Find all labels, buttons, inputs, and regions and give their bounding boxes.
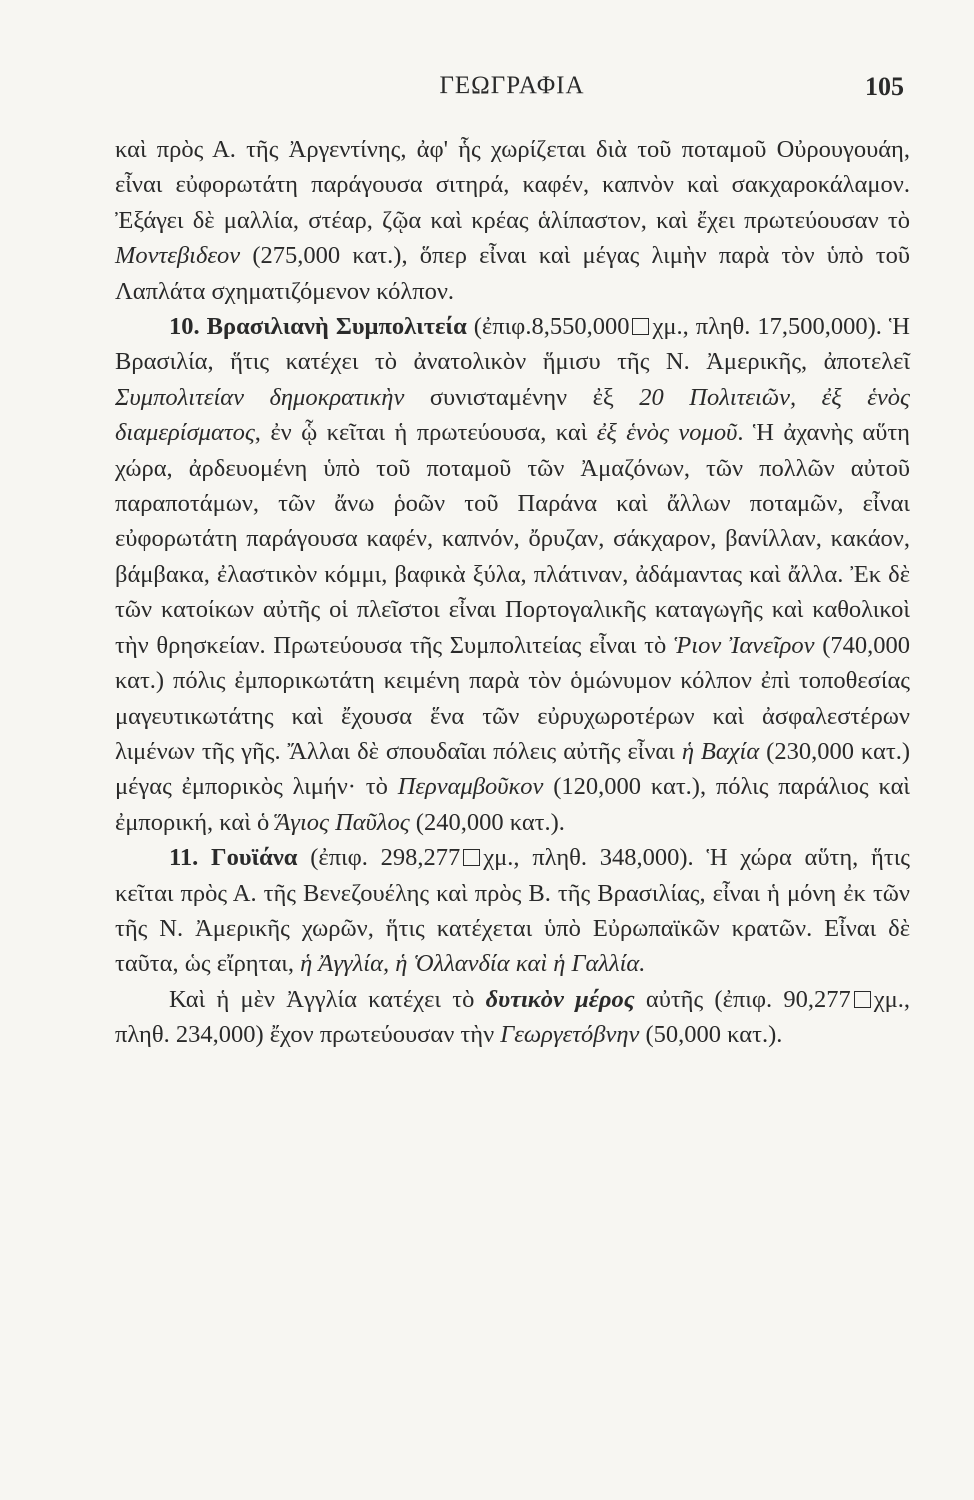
text-run: αὐτῆς (ἐπιφ. 90,277	[634, 985, 851, 1013]
square-symbol-icon	[854, 991, 871, 1008]
square-symbol-icon	[463, 849, 480, 866]
text-run: (ἐπιφ.8,550,000	[466, 313, 630, 341]
text-run: (ἐπιφ. 298,277	[297, 844, 461, 872]
text-run: Καὶ ἡ μὲν Ἀγγλία κατέχει τὸ	[169, 985, 486, 1013]
paragraph-uruguay	[115, 132, 910, 309]
italic-term: Συμπολιτείαν δημοκρατικὴν	[115, 383, 405, 411]
city-name: Μοντεβιδεον	[115, 242, 241, 270]
bold-italic-term: δυτικὸν μέρος	[485, 985, 635, 1013]
text-run: , ἐν ᾧ κεῖται ἡ πρωτεύουσα, καὶ	[254, 419, 597, 447]
text-run: (275,000 κατ.), ὅπερ εἶναι καὶ μέγας λιμὴν παρὰ τὸν ὑπὸ τοῦ Λαπλάτα σχηματιζόμενον κόλπον.	[115, 242, 910, 305]
text-run: . Ἡ ἀχανὴς αὕτη χώρα, ἀρδευομένη ὑπὸ τοῦ ποταμοῦ τῶν Ἀμαζόνων, τῶν πολλῶν αὐτοῦ παραποτάμων, τῶν ἄνω ῥοῶν τοῦ Παράνα καὶ ἄλλων ποταμῶν, εἶναι εὐφορωτάτη παράγουσα καφέν, καπνόν, ὄρυζαν, σάκχαρον, βανίλλαν, κακάον, βάμβακα, ἐλαστικὸν κόμμι, βαφικὰ ξύλα, πλάτιναν, ἀδάμαντας καὶ ἄλλα. Ἐκ δὲ τῶν κατοίκων αὐτῆς οἱ πλεῖστοι εἶναι Πορτογαλικῆς καταγωγῆς καὶ καθολικοὶ τὴν θρησκείαν. Πρωτεύουσα τῆς Συμπολιτείας εἶναι τὸ	[115, 419, 910, 659]
paragraph-brazil	[115, 309, 910, 840]
section-heading: 10. Βρασιλιανὴ Συμπολιτεία	[169, 313, 467, 341]
italic-term: 20 Πολιτειῶν, ἐξ ἑνὸς διαμερίσματος	[115, 383, 910, 447]
paragraph-guiana	[115, 840, 910, 982]
page-title: ΓΕΩΓΡΑΦΙΑ	[439, 72, 585, 99]
text-run: καὶ πρὸς Α. τῆς Ἀργεντίνης, ἀφ' ἧς χωρίζεται διὰ τοῦ ποταμοῦ Οὐρουγουάη, εἶναι εὐφορωτάτη παράγουσα σιτηρά, καφέν, καπνὸν καὶ σακχαροκάλαμον. Ἐξάγει δὲ μαλλία, στέαρ, ζῷα καὶ κρέας ἁλίπαστον, καὶ ἔχει πρωτεύουσαν τὸ	[115, 136, 910, 234]
city-name: Ῥιον Ἰανεῖρον	[673, 631, 815, 659]
running-head	[120, 72, 904, 112]
text-run: χμ., πληθ. 17,500,000). Ἡ Βρασιλία, ἥτις κατέχει τὸ ἀνατολικὸν ἥμισυ τῆς Ν. Ἀμερικῆς, ἀποτελεῖ	[115, 313, 910, 376]
text-run: χμ., πληθ. 348,000). Ἡ χώρα αὕτη, ἥτις κεῖται πρὸς Α. τῆς Βενεζουέλης καὶ πρὸς Β. τῆς Βρασιλίας, εἶναι ἡ μόνη ἐκ τῶν τῆς Ν. Ἀμερικῆς χωρῶν, ἥτις κατέχεται ὑπὸ Εὐρωπαϊκῶν κρατῶν. Εἶναι δὲ ταῦτα, ὡς εἴρηται,	[115, 844, 910, 978]
text-run: (230,000 κατ.) μέγας ἐμπορικὸς λιμήν· τὸ	[115, 737, 911, 801]
page-number: 105	[865, 72, 904, 101]
text-run: χμ., πληθ. 234,000) ἔχον πρωτεύουσαν τὴν	[115, 985, 910, 1049]
text-run: συνισταμένην ἐξ	[404, 383, 640, 411]
body-text	[115, 132, 910, 1053]
square-symbol-icon	[632, 318, 649, 335]
text-run: (740,000 κατ.) πόλις ἐμπορικωτάτη κειμένη παρὰ τὸν ὁμώνυμον κόλπον ἐπὶ τοποθεσίας μαγευτικωτάτης καὶ ἔχουσα ἕνα τῶν εὐρυχωροτέρων καὶ ἀσφαλεστέρων λιμένων τῆς γῆς. Ἄλλαι δὲ σπουδαῖαι πόλεις αὐτῆς εἶναι	[115, 631, 910, 765]
italic-term: ἐξ ἑνὸς νομοῦ	[596, 419, 738, 447]
city-name: Γεωργετόβνην	[500, 1021, 640, 1049]
text-run: (50,000 κατ.).	[639, 1021, 783, 1049]
paragraph-british-guiana	[115, 982, 910, 1053]
city-name: Ἅγιος Παῦλος	[275, 808, 410, 836]
text-run: (240,000 κατ.).	[409, 808, 565, 836]
city-name: ἡ Βαχία	[681, 737, 760, 765]
text-run: (120,000 κατ.), πόλις παράλιος καὶ ἐμπορική, καὶ ὁ	[115, 773, 910, 836]
italic-term: ἡ Ἀγγλία, ἡ Ὁλλανδία καὶ ἡ Γαλλία.	[300, 950, 646, 978]
city-name: Περναμβοῦκον	[397, 773, 544, 801]
section-heading: 11. Γουϊάνα	[169, 844, 298, 872]
